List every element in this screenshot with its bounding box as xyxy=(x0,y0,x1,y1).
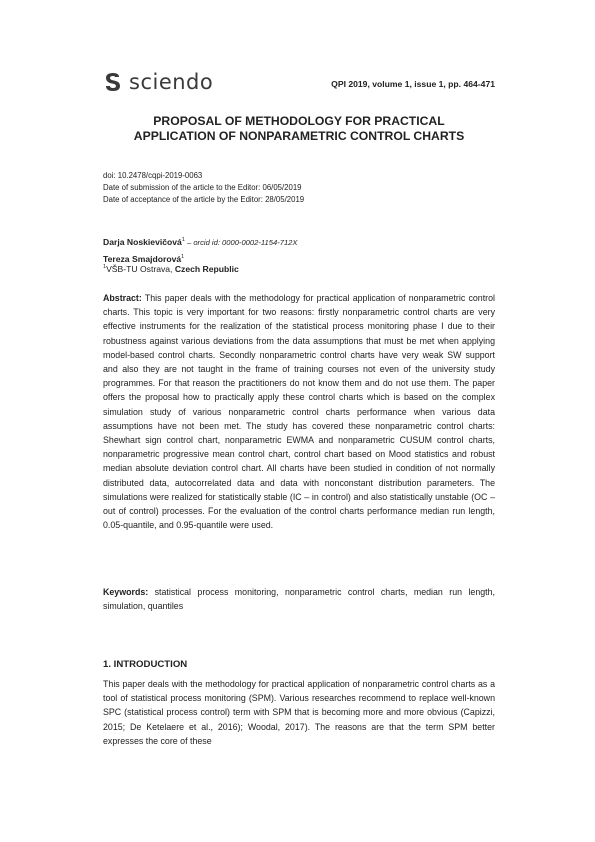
paper-title xyxy=(103,114,495,144)
keywords xyxy=(103,585,495,613)
title-line-2: APPLICATION OF NONPARAMETRIC CONTROL CHARTS xyxy=(133,129,465,143)
abstract xyxy=(103,291,495,532)
sciendo-logo xyxy=(103,70,213,94)
keywords-text: statistical process monitoring, nonparametric control charts, median run length, simulation, quantiles xyxy=(103,587,495,612)
page-header xyxy=(103,70,495,96)
submission-date: Date of submission of the article to the Editor: 06/05/2019 xyxy=(103,183,302,192)
sciendo-logo-icon xyxy=(103,71,123,93)
author-1-orcid: – orcid id: 0000-0002-1154-712X xyxy=(184,237,298,247)
keywords-label: Keywords: xyxy=(103,587,149,597)
affiliation-institution: VŠB-TU Ostrava, xyxy=(106,264,175,274)
author-1-affil-mark: 1 xyxy=(181,237,185,243)
section-heading-introduction: 1. INTRODUCTION xyxy=(103,659,188,670)
author-2-name: Tereza Smajdorová xyxy=(103,253,182,264)
affiliation-country: Czech Republic xyxy=(174,264,239,274)
introduction-paragraph: This paper deals with the methodology for practical application of nonparametric control charts as a tool of statistical process monitoring (SPM). Various researches recommend to replace well-known SPC (statistical process control) term with SPM that is becoming more and more obvious (Capizzi, 2015; De Ketelaere et al., 2016); Woodal, 2017). The reasons are that the term SPM better expresses the core of these xyxy=(103,679,495,746)
author-1-name: Darja Noskievičová xyxy=(103,236,182,247)
author-2-affil-mark: 1 xyxy=(181,253,185,260)
affiliation-mark: 1 xyxy=(103,264,107,271)
acceptance-date: Date of acceptance of the article by the Editor: 28/05/2019 xyxy=(103,195,305,204)
doi: doi: 10.2478/cqpi-2019-0063 xyxy=(103,171,203,180)
abstract-text: This paper deals with the methodology for practical application of nonparametric control charts. This topic is very important for two reasons: firstly nonparametric control charts are very effective instruments for the realization of the statistical process monitoring phase I due to their robustness against various deviations from the data assumptions that must be met when applying model-based control charts. Secondly nonparametric control charts have very weak SW support and also they are not taught in the frame of training courses not even of the university study programmes. For that reason the practitioners do not know them and do not use them. The paper offers the proposal how to practically apply these control charts which is based on the complex simulation study of various nonparametric control charts performance when various data assumptions have not been met. The study has covered these nonparametric control charts: Shewhart sign control chart, nonparametric EWMA and nonparametric CUSUM control charts, nonparametric progressive mean control chart, control chart based on Mood statistics and robust median absolute deviation control chart. All charts have been studied in condition of not normally distributed data, autocorrelated data and data with nonconstant distribution parameters. The simulations were realized for statistically stable (IC – in control) and also statistically unstable (OC – out of control) processes. For the evaluation of the control charts performance median run length, 0.05-quantile, and 0.95-quantile were used. xyxy=(103,293,495,531)
article-meta xyxy=(103,170,304,206)
author-list xyxy=(103,233,297,266)
author-1 xyxy=(103,233,297,250)
journal-reference: QPI 2019, volume 1, issue 1, pp. 464-471 xyxy=(331,79,495,89)
affiliation xyxy=(103,264,239,274)
title-line-1: PROPOSAL OF METHODOLOGY FOR PRACTICAL xyxy=(153,114,445,128)
abstract-label: Abstract: xyxy=(103,293,142,303)
logo-text: sciendo xyxy=(129,70,214,94)
